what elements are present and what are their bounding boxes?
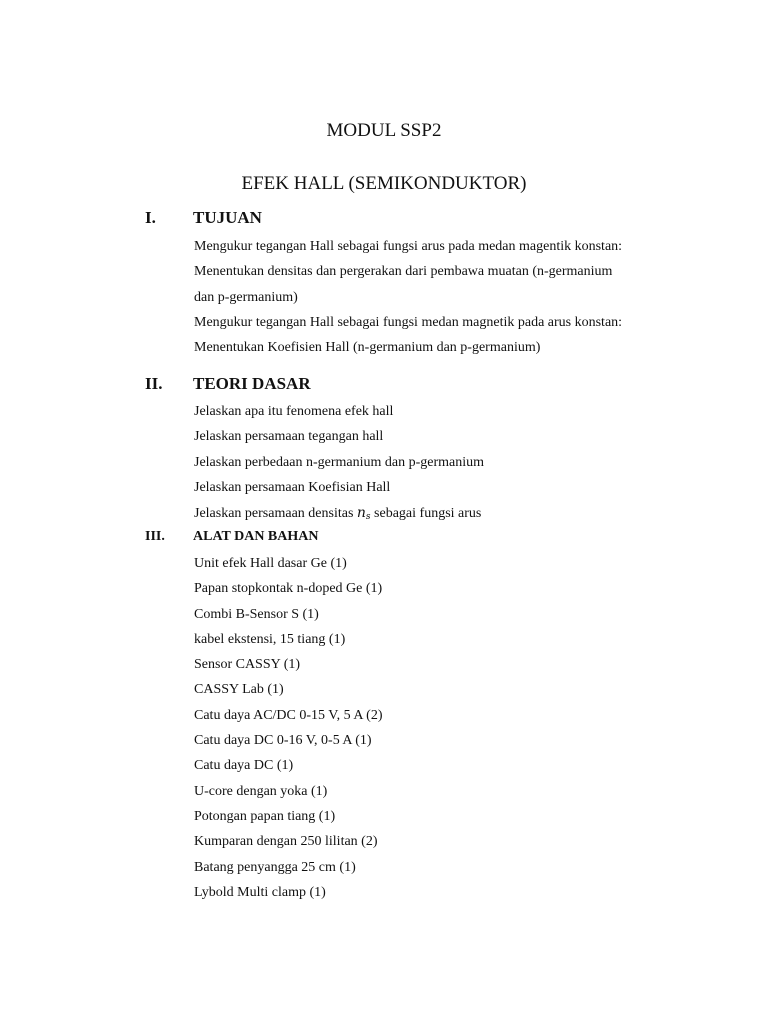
section-number: I.	[145, 208, 156, 227]
item-text: Lybold Multi clamp (1)	[194, 884, 326, 900]
section-title: TUJUAN	[193, 208, 262, 227]
document-title: MODUL SSP2	[326, 120, 442, 141]
item-text: Mengukur tegangan Hall sebagai fungsi medan magnetik pada arus konstan:	[194, 314, 623, 330]
item-text: Papan stopkontak n-doped Ge (1)	[194, 581, 383, 597]
item-text: Sensor CASSY (1)	[194, 657, 301, 673]
item-text: Catu daya AC/DC 0-15 V, 5 A (2)	[194, 707, 383, 723]
item-text: Catu daya DC 0-16 V, 0-5 A (1)	[194, 733, 372, 749]
section-number: III.	[145, 529, 165, 544]
item-text: kabel ekstensi, 15 tiang (1)	[194, 631, 346, 647]
item-text: U-core dengan yoka (1)	[194, 783, 328, 799]
item-text: Menentukan densitas dan pergerakan dari pembawa muatan (n-germanium	[194, 264, 613, 280]
item-text: Combi B-Sensor S (1)	[194, 606, 319, 622]
math-variable	[357, 505, 371, 521]
item-text-after: sebagai fungsi arus	[370, 506, 482, 522]
section-title: TEORI DASAR	[193, 374, 311, 393]
item-text: Jelaskan apa itu fenomena efek hall	[194, 404, 394, 419]
item-text: dan p-germanium)	[194, 289, 298, 305]
item-text: Mengukur tegangan Hall sebagai fungsi arus pada medan magentik konstan:	[194, 239, 623, 254]
item-text: Jelaskan perbedaan n-germanium dan p-germanium	[194, 454, 485, 470]
item-text-before: Jelaskan persamaan densitas	[194, 506, 357, 522]
item-text: CASSY Lab (1)	[194, 682, 284, 698]
item-text: Potongan papan tiang (1)	[194, 808, 336, 824]
math-subscript: s	[365, 512, 371, 523]
item-text: Kumparan dengan 250 lilitan (2)	[194, 834, 378, 850]
document-subtitle: EFEK HALL (SEMIKONDUKTOR)	[241, 173, 527, 194]
section-number: II.	[145, 374, 163, 393]
item-text: Catu daya DC (1)	[194, 758, 294, 774]
item-text: Unit efek Hall dasar Ge (1)	[194, 556, 347, 571]
item-text: Jelaskan persamaan Koefisian Hall	[194, 479, 391, 495]
item-text: Menentukan Koefisien Hall (n-germanium dan p-germanium)	[194, 340, 541, 356]
item-text: Jelaskan persamaan tegangan hall	[194, 429, 384, 445]
section-title: ALAT DAN BAHAN	[193, 529, 319, 544]
item-text	[194, 502, 481, 528]
math-base: n	[356, 505, 366, 522]
item-text: Batang penyangga 25 cm (1)	[194, 859, 356, 875]
